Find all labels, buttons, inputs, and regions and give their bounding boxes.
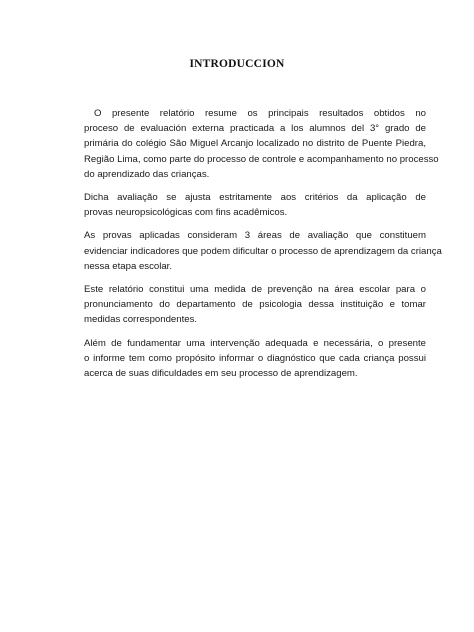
text-line: O presente relatório resume os principais resultados obtidos no bbox=[94, 108, 426, 119]
paragraph-2 bbox=[84, 190, 426, 220]
paragraph-1 bbox=[84, 106, 439, 182]
paragraph-4 bbox=[84, 282, 426, 328]
text-line: proceso de evaluación externa practicada a los alumnos del 3° grado de bbox=[84, 123, 426, 135]
text-line: provas neuropsicológicas com fins acadêmicos. bbox=[84, 207, 288, 219]
paragraph-5 bbox=[84, 336, 426, 382]
text-line: acerca de suas dificuldades em seu processo de aprendizagem. bbox=[84, 368, 358, 380]
text-line: pronunciamento do departamento de psicologia dessa instituição e tomar bbox=[84, 299, 426, 311]
text-line: As provas aplicadas consideram 3 áreas de avaliação que constituem bbox=[84, 230, 426, 242]
text-line: nessa etapa escolar. bbox=[84, 260, 173, 272]
text-line: evidenciar indicadores que podem dificultar o processo de aprendizagem da criança bbox=[84, 245, 442, 257]
text-line: do aprendizado das crianças. bbox=[84, 168, 210, 180]
text-line: Este relatório constitui uma medida de prevenção na área escolar para o bbox=[84, 284, 426, 296]
document-body bbox=[84, 106, 442, 389]
text-line: primária do colégio São Miguel Arcanjo localizado no distrito de Puente Piedra, bbox=[84, 138, 426, 150]
text-line: medidas correspondentes. bbox=[84, 314, 198, 326]
text-line: Região Lima, como parte do processo de controle e acompanhamento no processo bbox=[84, 153, 439, 165]
text-line: Dicha avaliação se ajusta estritamente aos critérios da aplicação de bbox=[84, 192, 426, 204]
text-line: Além de fundamentar uma intervenção adequada e necessária, o presente bbox=[84, 337, 426, 349]
paragraph-3 bbox=[84, 228, 442, 274]
document-title: INTRODUCCION bbox=[189, 58, 285, 70]
text-line: o informe tem como propósito informar o diagnóstico que cada criança possui bbox=[84, 352, 426, 364]
